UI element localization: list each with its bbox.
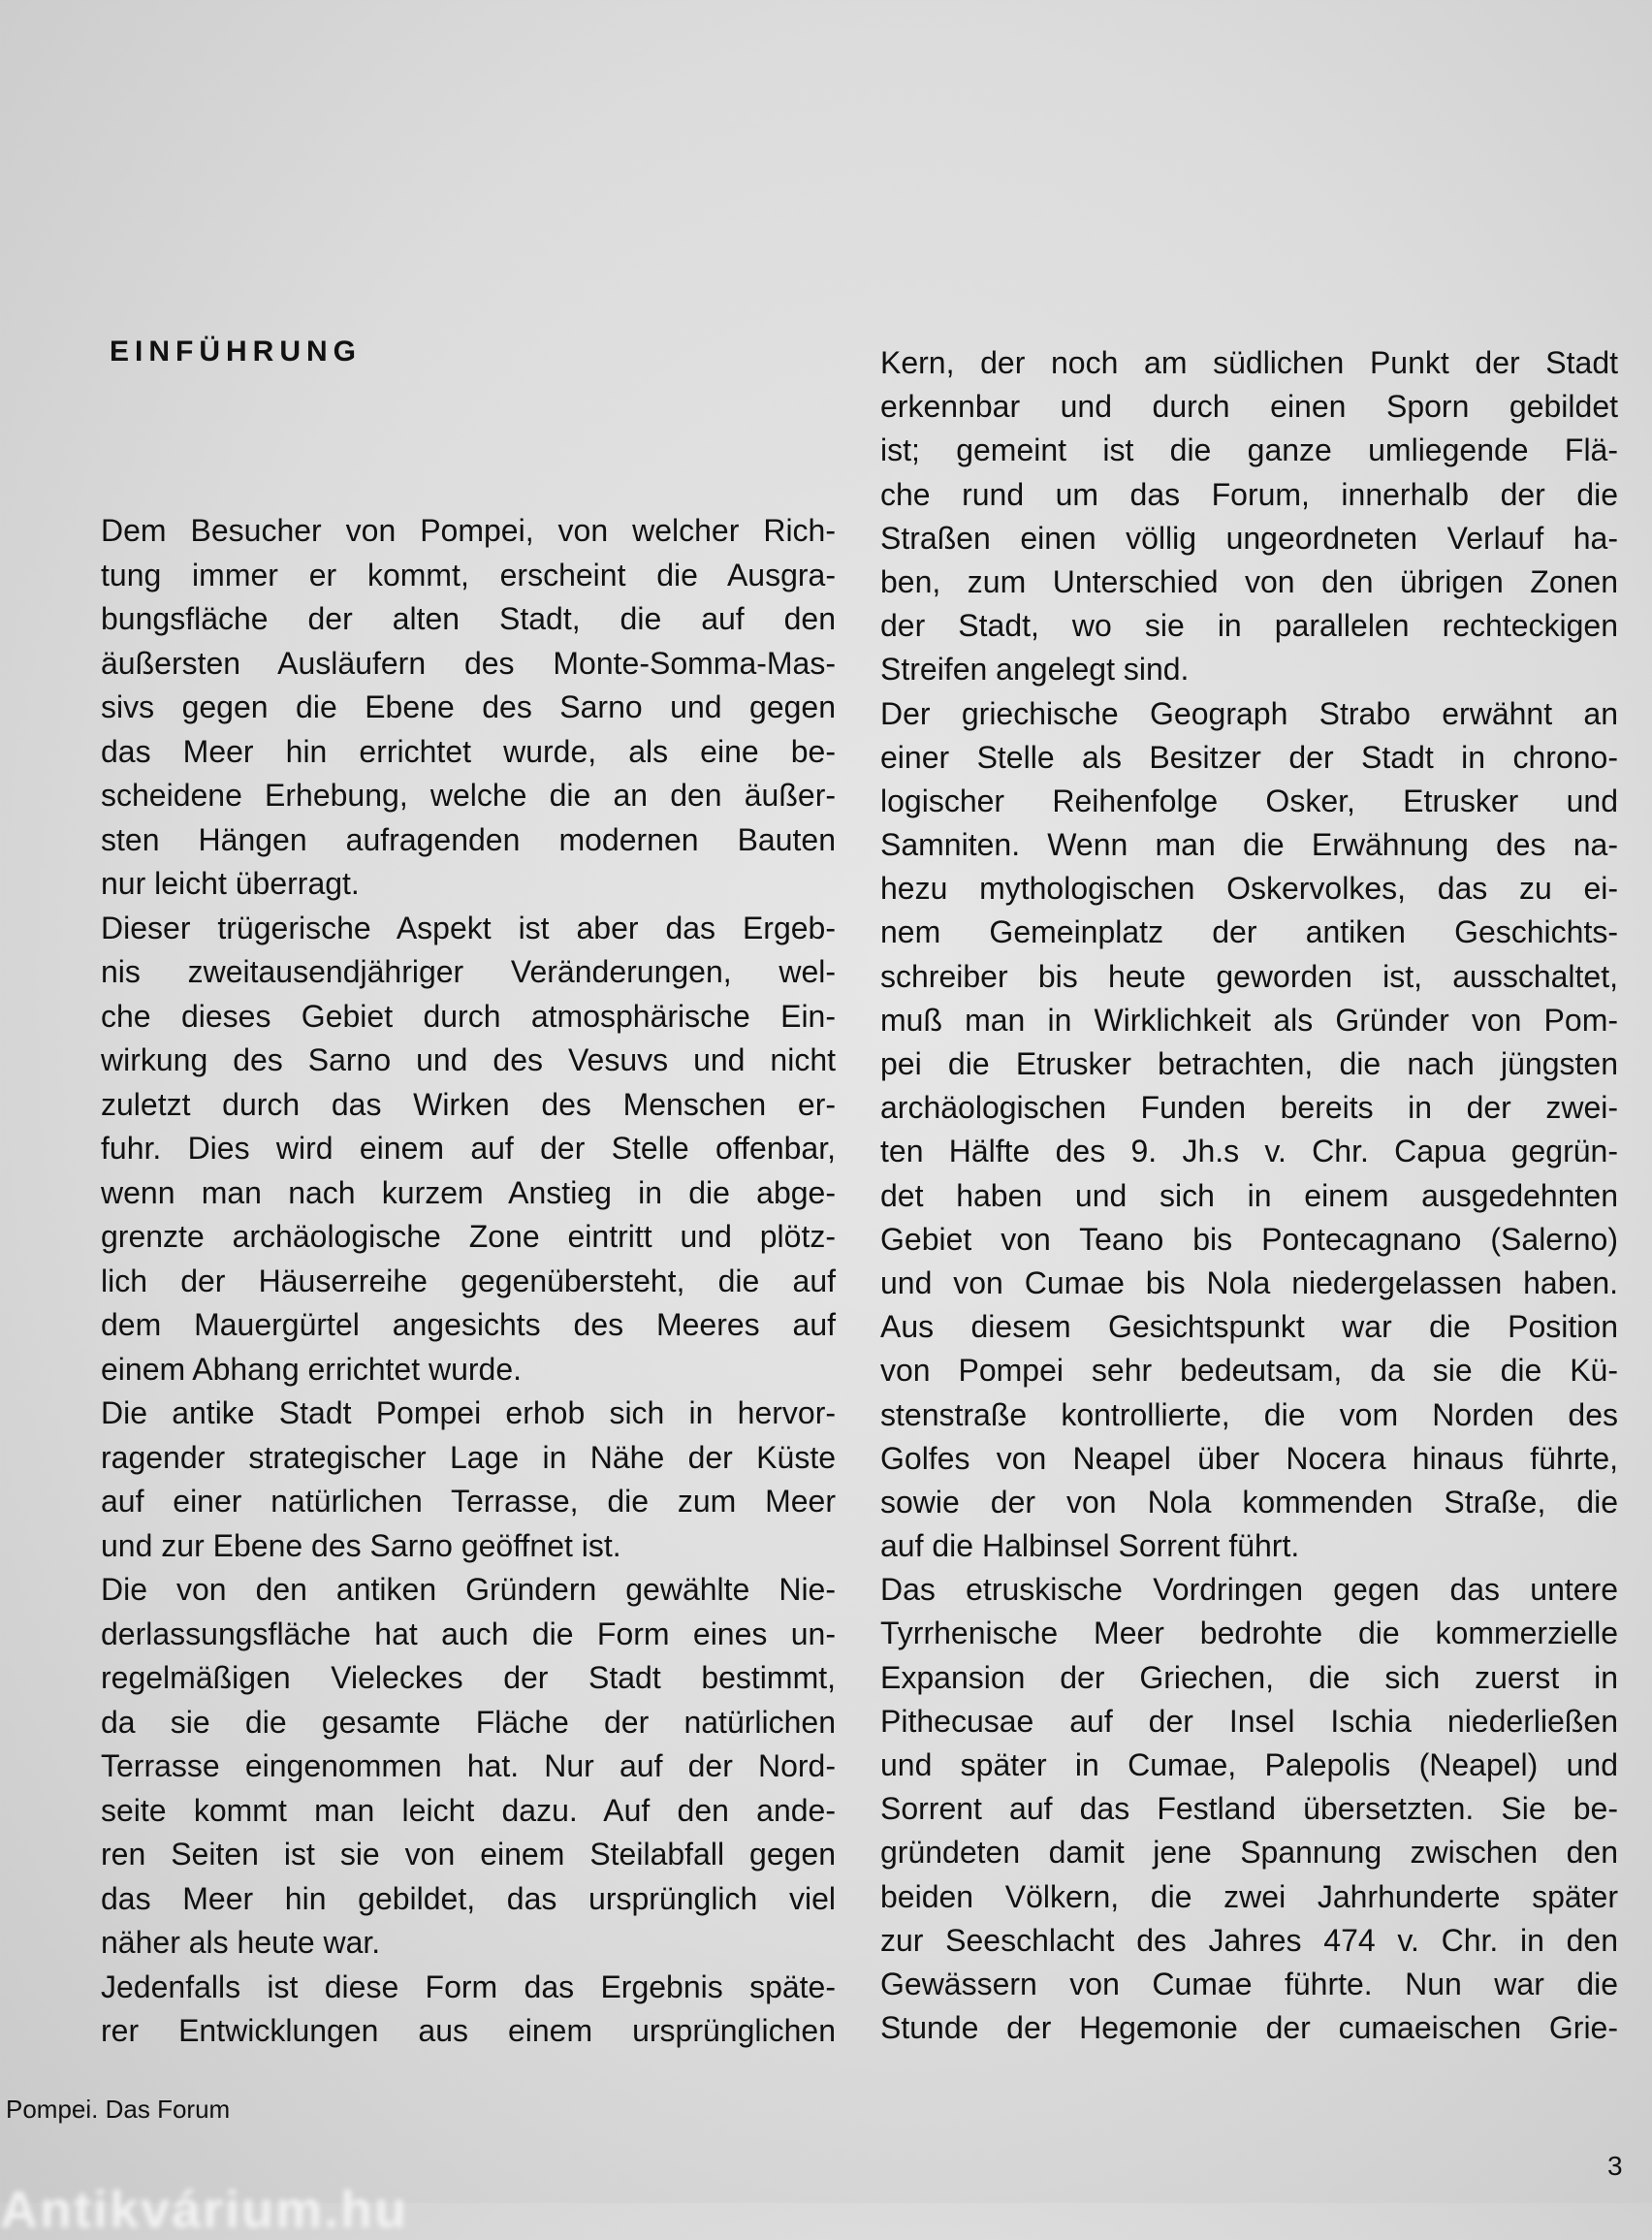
text-line: Das etruskische Vordringen gegen das untere [880, 1572, 1618, 1608]
text-line: muß man in Wirklichkeit als Gründer von Pom- [880, 1002, 1618, 1038]
text-line: sowie der von Nola kommenden Straße, die [880, 1484, 1618, 1520]
text-line: hezu mythologischen Oskervolkes, das zu ei- [880, 871, 1618, 907]
text-line: auf die Halbinsel Sorrent führt. [880, 1528, 1300, 1564]
text-line: schreiber bis heute geworden ist, ausschaltet, [880, 958, 1618, 994]
text-line: Sorrent auf das Festland übersetzten. Sie be- [880, 1791, 1618, 1827]
text-line: ren Seiten ist sie von einem Steilabfall gegen [101, 1837, 836, 1872]
text-line: Straßen einen völlig ungeordneten Verlauf ha- [880, 520, 1618, 556]
text-line: da sie die gesamte Fläche der natürlichen [101, 1704, 836, 1740]
text-line: dem Mauergürtel angesichts des Meeres auf [101, 1307, 836, 1342]
text-line: ragender strategischer Lage in Nähe der Küste [101, 1439, 836, 1475]
text-line: scheidene Erhebung, welche die an den äußer- [101, 778, 836, 813]
text-line: Pithecusae auf der Insel Ischia niederließen [880, 1703, 1618, 1739]
text-line: Der griechische Geograph Strabo erwähnt an [880, 695, 1618, 731]
paragraph [101, 1966, 836, 2054]
text-line: das Meer hin errichtet wurde, als eine be- [101, 733, 836, 769]
text-line: tung immer er kommt, erscheint die Ausgra- [101, 557, 836, 592]
text-line: Kern, der noch am südlichen Punkt der Stadt [880, 345, 1618, 380]
text-line: Streifen angelegt sind. [880, 652, 1190, 688]
text-line: seite kommt man leicht dazu. Auf den ande- [101, 1792, 836, 1828]
text-line: Gebiet von Teano bis Pontecagnano (Salerno) [880, 1221, 1618, 1257]
text-line: regelmäßigen Vieleckes der Stadt bestimmt, [101, 1660, 836, 1695]
image-caption: Pompei. Das Forum [6, 2095, 231, 2124]
text-line: der Stadt, wo sie in parallelen rechteckigen [880, 608, 1618, 644]
text-line: Tyrrhenische Meer bedrohte die kommerzielle [880, 1616, 1618, 1651]
text-line: archäologischen Funden bereits in der zwei- [880, 1090, 1618, 1126]
text-line: rer Entwicklungen aus einem ursprünglichen [101, 2013, 836, 2048]
text-line: Dem Besucher von Pompei, von welcher Rich- [101, 513, 836, 548]
text-line: wenn man nach kurzem Anstieg in die abge- [101, 1174, 836, 1210]
text-line: nem Gemeinplatz der antiken Geschichts- [880, 914, 1618, 950]
text-line: wirkung des Sarno und des Vesuvs und nicht [101, 1042, 836, 1077]
text-line: stenstraße kontrollierte, die vom Norden des [880, 1396, 1618, 1432]
section-heading: EINFÜHRUNG [110, 336, 362, 368]
text-line: Expansion der Griechen, die sich zuerst in [880, 1659, 1618, 1695]
text-line: che rund um das Forum, innerhalb der die [880, 476, 1618, 512]
text-line: Die antike Stadt Pompei erhob sich in hervor- [101, 1395, 836, 1430]
text-line: Dieser trügerische Aspekt ist aber das Ergeb- [101, 910, 836, 945]
paragraph [880, 341, 1618, 692]
text-line: ist; gemeint ist die ganze umliegende Flä- [880, 432, 1618, 468]
text-line: auf einer natürlichen Terrasse, die zum Meer [101, 1484, 836, 1519]
text-line: und später in Cumae, Palepolis (Neapel) und [880, 1747, 1618, 1782]
text-line: äußersten Ausläufern des Monte-Somma-Mas- [101, 645, 836, 681]
text-line: che dieses Gebiet durch atmosphärische Ein- [101, 998, 836, 1034]
text-line: Terrasse eingenommen hat. Nur auf der Nord- [101, 1748, 836, 1783]
paragraph [101, 907, 836, 1392]
text-line: lich der Häuserreihe gegenübersteht, die auf [101, 1263, 836, 1298]
text-line: grenzte archäologische Zone eintritt und plötz- [101, 1219, 836, 1254]
watermark: Antikvárium.hu [0, 2181, 409, 2239]
text-line: das Meer hin gebildet, das ursprünglich viel [101, 1880, 836, 1916]
text-line: gründeten damit jene Spannung zwischen den [880, 1835, 1618, 1871]
paragraph [101, 1568, 836, 1966]
text-line: und zur Ebene des Sarno geöffnet ist. [101, 1527, 621, 1563]
text-line: zur Seeschlacht des Jahres 474 v. Chr. in den [880, 1922, 1618, 1958]
text-line: derlassungsfläche hat auch die Form eines un- [101, 1616, 836, 1651]
paragraph [101, 509, 836, 907]
text-line: einem Abhang errichtet wurde. [101, 1351, 523, 1387]
text-line: beiden Völkern, die zwei Jahrhunderte später [880, 1878, 1618, 1914]
text-line: bungsfläche der alten Stadt, die auf den [101, 601, 836, 636]
text-line: erkennbar und durch einen Sporn gebildet [880, 389, 1618, 425]
text-line: Golfes von Neapel über Nocera hinaus führte, [880, 1440, 1618, 1476]
text-line: Stunde der Hegemonie der cumaeischen Grie- [880, 2010, 1618, 2046]
text-line: sten Hängen aufragenden modernen Bauten [101, 821, 836, 857]
paragraph [880, 692, 1618, 1569]
text-line: ben, zum Unterschied von den übrigen Zonen [880, 563, 1618, 599]
text-line: nur leicht überragt. [101, 866, 360, 901]
text-line: Gewässern von Cumae führte. Nun war die [880, 1966, 1618, 2001]
paragraph [880, 1568, 1618, 2050]
text-line: von Pompei sehr bedeutsam, da sie die Kü- [880, 1353, 1618, 1389]
paragraph [101, 1392, 836, 1568]
text-line: Samniten. Wenn man die Erwähnung des na- [880, 827, 1618, 863]
text-line: fuhr. Dies wird einem auf der Stelle offenbar, [101, 1131, 836, 1166]
text-line: sivs gegen die Ebene des Sarno und gegen [101, 689, 836, 724]
text-line: nis zweitausendjähriger Veränderungen, wel- [101, 954, 836, 989]
right-column [880, 341, 1618, 2050]
text-line: und von Cumae bis Nola niedergelassen haben. [880, 1264, 1618, 1300]
text-line: einer Stelle als Besitzer der Stadt in chrono- [880, 739, 1618, 775]
text-line: Aus diesem Gesichtspunkt war die Position [880, 1309, 1618, 1345]
text-line: logischer Reihenfolge Osker, Etrusker und [880, 783, 1618, 818]
text-line: ten Hälfte des 9. Jh.s v. Chr. Capua gegrün- [880, 1134, 1618, 1169]
page-number: 3 [1607, 2151, 1623, 2181]
text-line: pei die Etrusker betrachten, die nach jüngsten [880, 1046, 1618, 1081]
text-line: zuletzt durch das Wirken des Menschen er- [101, 1086, 836, 1122]
text-line: Jedenfalls ist diese Form das Ergebnis späte- [101, 1968, 836, 2004]
text-line: näher als heute war. [101, 1925, 381, 1960]
left-column [101, 509, 836, 2054]
text-line: det haben und sich in einem ausgedehnten [880, 1177, 1618, 1213]
text-line: Die von den antiken Gründern gewählte Nie- [101, 1572, 836, 1607]
